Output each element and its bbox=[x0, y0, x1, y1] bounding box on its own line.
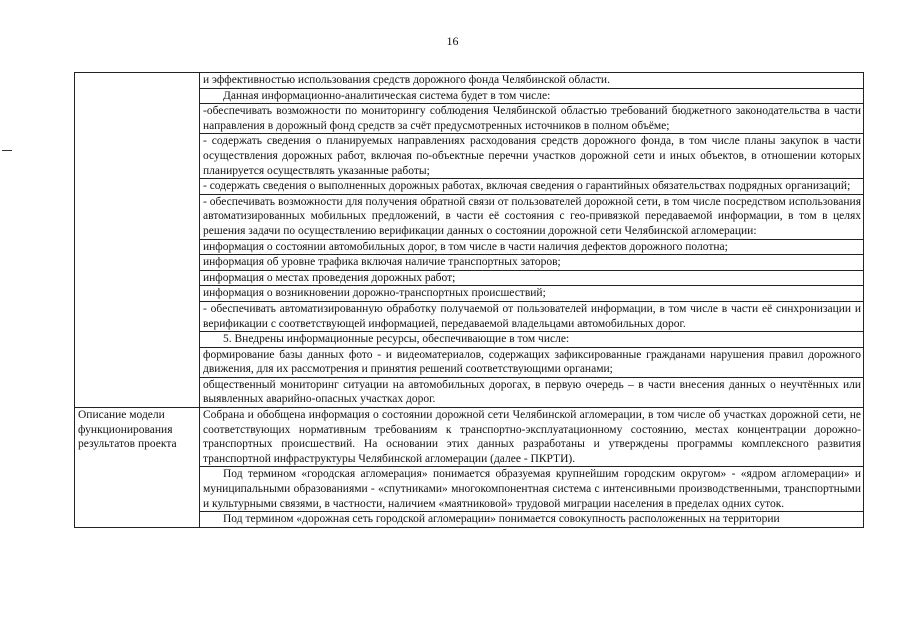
paragraph: формирование базы данных фото - и видеоматериалов, содержащих зафиксированные гражданами нарушения правил дорожного движения, для их рассмотрения и принятия решений соответствующими органами; bbox=[200, 347, 863, 377]
row-label: Описание модели функционирования результатов проекта bbox=[78, 409, 177, 451]
paragraph: информация о местах проведения дорожных работ; bbox=[200, 270, 863, 286]
paragraph: - содержать сведения о выполненных дорожных работах, включая сведения о гарантийных обязательствах подрядных организаций; bbox=[200, 178, 863, 194]
paragraph: общественный мониторинг ситуации на автомобильных дорогах, в первую очередь – в части внесения данных о неучтённых или выявленных аварийно-опасных участках дорог. bbox=[200, 377, 863, 407]
page-number: 16 bbox=[446, 34, 459, 48]
row-label-cell bbox=[75, 73, 200, 408]
paragraph: Собрана и обобщена информация о состоянии дорожной сети Челябинской агломерации, в том числе об участках дорожной сети, не соответствующих нормативным требованиям к транспортно-эксплуатационному состоянию, местах концентрации дорожно-транспортных происшествий. На основании этих данных разработаны и утверждены программы комплексного развития транспортной инфраструктуры Челябинской агломерации (далее - ПКРТИ). bbox=[203, 409, 861, 465]
paragraph: - содержать сведения о планируемых направлениях расходования средств дорожного фонда, в том числе планы закупок в части осуществления дорожных работ, включая по-объектные перечни участков дорожной сети и иных объектов, в отношении которых планируется осуществлять указанные работы; bbox=[200, 133, 863, 178]
row-content-cell bbox=[200, 73, 864, 408]
margin-mark bbox=[2, 150, 12, 151]
row-content-cell bbox=[200, 408, 864, 528]
table-row bbox=[75, 408, 864, 528]
project-table bbox=[74, 72, 864, 528]
row-content bbox=[203, 73, 861, 407]
table-row bbox=[75, 73, 864, 408]
row-content bbox=[203, 408, 861, 527]
paragraph: информация об уровне трафика включая наличие транспортных заторов; bbox=[200, 254, 863, 270]
paragraph: 5. Внедрены информационные ресурсы, обеспечивающие в том числе: bbox=[200, 331, 863, 347]
paragraph: информация о возникновении дорожно-транспортных происшествий; bbox=[200, 285, 863, 301]
paragraph: -обеспечивать возможности по мониторингу соблюдения Челябинской областью требований бюджетного законодательства в части направления в дорожный фонд средств за счёт предусмотренных источников в полном объёме; bbox=[200, 103, 863, 133]
paragraph: и эффективностью использования средств дорожного фонда Челябинской области. bbox=[203, 74, 610, 86]
paragraph: - обеспечивать автоматизированную обработку получаемой от пользователей информации, в том числе в части её синхронизации и верификации с соответствующей информацией, передаваемой владельцами автомобильных дорог. bbox=[200, 301, 863, 331]
paragraph: информация о состоянии автомобильных дорог, в том числе в части наличия дефектов дорожного полотна; bbox=[200, 239, 863, 255]
paragraph: Под термином «дорожная сеть городской агломерации» понимается совокупность расположенных на территории bbox=[200, 511, 863, 527]
row-label-cell bbox=[75, 408, 200, 528]
paragraph: Под термином «городская агломерация» понимается образуемая крупнейшим городским округом» - «ядром агломерации» и муниципальными образованиями - «спутниками» многокомпонентная система с интенсивными производственными, транспортными и культурными связями, в частности, наличием «маятниковой» трудовой миграции населения в пределах одних суток. bbox=[200, 466, 863, 511]
paragraph: - обеспечивать возможности для получения обратной связи от пользователей дорожной сети, в том числе посредством использования автоматизированных мобильных предложений, в части её состояния с гео-привязкой передаваемой информации, в том в целях решения задачи по осуществлению верификации данных о состоянии дорожной сети Челябинской агломерации: bbox=[200, 194, 863, 239]
paragraph: Данная информационно-аналитическая система будет в том числе: bbox=[200, 88, 863, 104]
